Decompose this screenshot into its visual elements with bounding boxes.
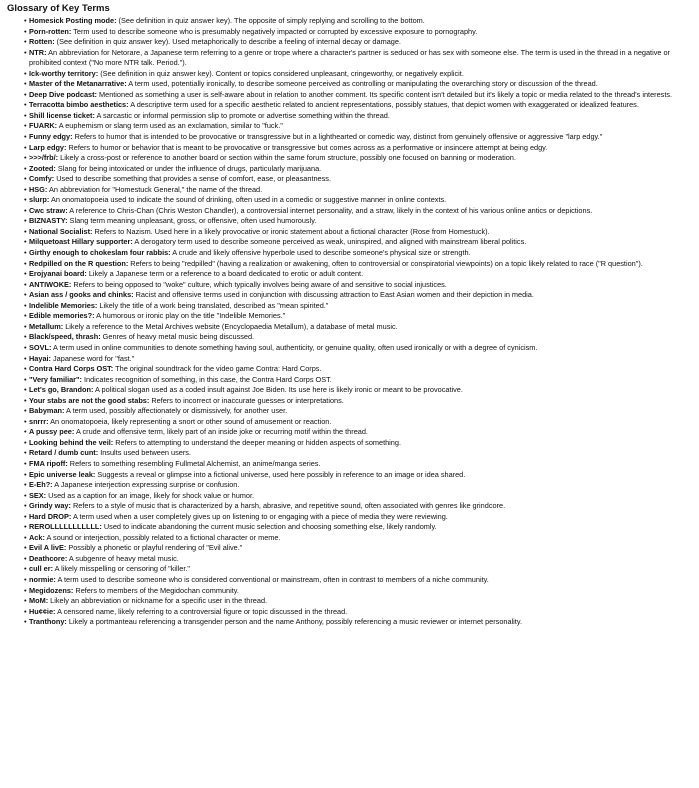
glossary-entry: [29, 90, 693, 101]
glossary-term: Redpilled on the R question:: [29, 258, 129, 268]
glossary-term: Grindy way:: [29, 501, 71, 511]
glossary-term: Hard DROP:: [29, 511, 72, 521]
glossary-entry: [29, 121, 693, 132]
glossary-definition: Racist and offensive terms used in conjunction with discussing attraction to East Asian women and their depiction in media.: [133, 290, 534, 300]
glossary-definition: Refers to being opposed to "woke" culture, which typically involves being aware of and sensitive to social injustices.: [71, 279, 447, 289]
glossary-entry: [29, 206, 693, 217]
glossary-definition: A derogatory term used to describe someone perceived as weak, uninspired, and aligned with mainstream liberal politics.: [132, 237, 527, 247]
glossary-term: Ick-worthy territory:: [29, 68, 99, 78]
glossary-definition: Refers to attempting to understand the deeper meaning or hidden aspects of something.: [113, 437, 401, 447]
glossary-term: normie:: [29, 574, 56, 584]
glossary-term: Cwc straw:: [29, 205, 68, 215]
glossary-term: Hayai:: [29, 353, 51, 363]
glossary-title: Glossary of Key Terms: [7, 3, 110, 14]
glossary-definition: A descriptive term used for a specific aesthetic related to ancient representations, possibly statues, that depict women with exaggerated or idealized features.: [128, 100, 639, 110]
glossary-entry: [29, 427, 693, 438]
glossary-term: >>>/frb/:: [29, 153, 59, 163]
glossary-definition: Indicates recognition of something, in this case, the Contra Hard Corps OST.: [81, 374, 332, 384]
glossary-definition: (See definition in quiz answer key). Content or topics considered unpleasant, cringeworthy, or negatively explicit.: [98, 68, 464, 78]
glossary-definition: An abbreviation for Netorare, a Japanese term referring to a genre or trope where a character's partner is seduced or has sex with someone else. The term is used in the thread in a negative or prohibited context ("No more NTR talk. Period.").: [29, 47, 670, 68]
glossary-entry: [29, 322, 693, 333]
glossary-term: Homesick Posting mode:: [29, 16, 117, 25]
glossary-definition: Possibly a phonetic or playful rendering of "Evil alive.": [66, 543, 243, 553]
glossary-definition: A Japanese interjection expressing surprise or confusion.: [52, 480, 240, 490]
glossary-entry: [29, 79, 693, 90]
glossary-definition: Refers to Nazism. Used here in a likely provocative or ironic statement about a fictional character (Rose from Homestuck).: [92, 226, 490, 236]
glossary-term: Comfy:: [29, 174, 55, 184]
glossary-term: SEX:: [29, 490, 47, 500]
glossary-definition: A sound or interjection, possibly related to a fictional character or meme.: [44, 532, 281, 542]
glossary-term: Epic universe leak:: [29, 469, 96, 479]
glossary-definition: An abbreviation for "Homestuck General," the name of the thread.: [47, 184, 263, 194]
glossary-entry: [29, 248, 693, 259]
glossary-term: Edible memories?:: [29, 311, 95, 321]
glossary-entry: [29, 522, 693, 533]
glossary-term: ANTIWOKE:: [29, 279, 72, 289]
glossary-definition: Refers to incorrect or inaccurate guesses or interpretations.: [149, 395, 344, 405]
glossary-definition: A crude and likely offensive hyperbole used to describe someone's physical size or strength.: [170, 248, 471, 258]
glossary-entry: [29, 364, 693, 375]
glossary-entry: [29, 143, 693, 154]
glossary-term: Your stabs are not the good stabs:: [29, 395, 150, 405]
glossary-definition: Refers to humor or behavior that is meant to be provocative or transgressive but comes across as a performative or insincere attempt at being edgy.: [66, 142, 548, 152]
glossary-definition: A crude and offensive term, likely part of an inside joke or recurring motif within the thread.: [74, 427, 368, 437]
glossary-term: BIZNASTY:: [29, 216, 68, 226]
glossary-definition: A subgenre of heavy metal music.: [67, 553, 179, 563]
glossary-term: MoM:: [29, 596, 49, 606]
glossary-entry: [29, 512, 693, 523]
glossary-entry: [29, 185, 693, 196]
glossary-term: Deathcore:: [29, 553, 68, 563]
glossary-definition: Likely a reference to the Metal Archives website (Encyclopaedia Metallum), a database of metal music.: [63, 321, 398, 331]
glossary-entry: [29, 448, 693, 459]
glossary-term: National Socialist:: [29, 226, 93, 236]
glossary-term: Black/speed, thrash:: [29, 332, 101, 342]
glossary-term: Deep Dive podcast:: [29, 89, 97, 99]
glossary-definition: A term used, potentially ironically, to describe someone perceived as controlling or manipulating the overarching story or discussion of the thread.: [126, 79, 598, 89]
glossary-entry: [29, 48, 693, 69]
glossary-term: Master of the Metanarrative:: [29, 79, 127, 89]
glossary-entry: [29, 37, 693, 48]
glossary-term: Metallum:: [29, 321, 64, 331]
glossary-term: Looking behind the veil:: [29, 437, 114, 447]
glossary-term: Megidozens:: [29, 585, 74, 595]
glossary-entry: [29, 259, 693, 270]
glossary-definition: Likely a cross-post or reference to another board or section within the same forum structure, possibly one focused on banning or moderation.: [58, 153, 516, 163]
glossary-entry: [29, 564, 693, 575]
glossary-entry: [29, 290, 693, 301]
glossary-definition: Slang for being intoxicated or under the influence of drugs, particularly marijuana.: [55, 163, 322, 173]
glossary-entry: [29, 237, 693, 248]
glossary-definition: Refers to humor that is intended to be provocative or transgressive but in a lighthearted or comedic way, distinct from genuinely offensive or aggressive "larp edgy.": [72, 132, 603, 142]
glossary-definition: A political slogan used as a coded insult against Joe Biden. Its use here is likely ironic or meant to be provocative.: [93, 385, 463, 395]
glossary-definition: A term used, possibly affectionately or dismissively, for another user.: [64, 406, 288, 416]
glossary-entry: [29, 227, 693, 238]
glossary-definition: The original soundtrack for the video game Contra: Hard Corps.: [113, 364, 322, 374]
glossary-entry: [29, 501, 693, 512]
glossary-definition: Insults used between users.: [98, 448, 191, 458]
glossary-definition: A term used in online communities to denote something having soul, authenticity, or genuine quality, often used ironically or with a degree of cynicism.: [51, 342, 538, 352]
glossary-definition: Japanese word for "fast.": [50, 353, 135, 363]
glossary-definition: An onomatopoeia used to indicate the sound of drinking, often used in a comedic or suggestive manner in online contexts.: [49, 195, 447, 205]
glossary-list: [7, 16, 693, 628]
glossary-definition: A term used when a user completely gives up on listening to or engaging with a piece of media they were reviewing.: [71, 511, 448, 521]
glossary-entry: [29, 575, 693, 586]
glossary-entry: [29, 132, 693, 143]
glossary-term: Milquetoast Hillary supporter:: [29, 237, 133, 247]
glossary-entry: [29, 16, 693, 27]
glossary-entry: [29, 332, 693, 343]
glossary-entry: [29, 164, 693, 175]
glossary-term: A pussy pee:: [29, 427, 75, 437]
glossary-entry: [29, 153, 693, 164]
glossary-entry: [29, 174, 693, 185]
glossary-entry: [29, 596, 693, 607]
glossary-term: Evil A livE:: [29, 543, 67, 553]
glossary-term: Shill license ticket:: [29, 110, 95, 120]
glossary-definition: A sarcastic or informal permission slip to promote or advertise something within the thread.: [94, 110, 390, 120]
glossary-definition: A likely misspelling or censoring of "killer.": [53, 564, 190, 574]
glossary-definition: Likely an abbreviation or nickname for a specific user in the thread.: [48, 596, 268, 606]
glossary-entry: [29, 586, 693, 597]
glossary-definition: A euphemism or slang term used as an exclamation, similar to "fuck.": [57, 121, 283, 131]
glossary-entry: [29, 554, 693, 565]
glossary-term: SOVL:: [29, 342, 52, 352]
glossary-term: Contra Hard Corps OST:: [29, 364, 114, 374]
glossary-entry: [29, 269, 693, 280]
glossary-definition: Slang term meaning unpleasant, gross, or offensive, often used humorously.: [67, 216, 317, 226]
glossary-entry: [29, 406, 693, 417]
glossary-entry: [29, 27, 693, 38]
glossary-term: Babyman:: [29, 406, 65, 416]
glossary-entry: [29, 470, 693, 481]
glossary-term: E-Eh?:: [29, 480, 53, 490]
glossary-term: Porn-rotten:: [29, 26, 72, 36]
glossary-term: Larp edgy:: [29, 142, 67, 152]
glossary-entry: [29, 216, 693, 227]
glossary-entry: [29, 491, 693, 502]
glossary-definition: Likely a Japanese term or a reference to a board dedicated to erotic or adult content.: [86, 269, 364, 279]
glossary-term: Asian ass / gooks and chinks:: [29, 290, 134, 300]
glossary-definition: (See definition in quiz answer key). The opposite of simply replying and scrolling to the bottom.: [116, 16, 425, 25]
glossary-term: Erojyanai board:: [29, 269, 87, 279]
glossary-definition: Term used to describe someone who is presumably negatively impacted or corrupted by excessive exposure to pornography.: [71, 26, 478, 36]
glossary-entry: [29, 543, 693, 554]
glossary-term: Tranthony:: [29, 617, 67, 627]
glossary-definition: Genres of heavy metal music being discussed.: [100, 332, 255, 342]
glossary-term: Ack:: [29, 532, 45, 542]
glossary-entry: [29, 480, 693, 491]
glossary-term: NTR:: [29, 47, 47, 57]
glossary-entry: [29, 100, 693, 111]
glossary-entry: [29, 311, 693, 322]
glossary-term: REROLLLLLLLLLLL:: [29, 522, 102, 532]
glossary-entry: [29, 111, 693, 122]
glossary-entry: [29, 617, 693, 628]
glossary-definition: Refers to being "redpilled" (having a realization or awakening, often to controversial or conspiratorial viewpoints) on a topic likely related to race ("R question").: [128, 258, 643, 268]
glossary-term: FUARK:: [29, 121, 58, 131]
glossary-definition: Used to describe something that provides a sense of comfort, ease, or pleasantness.: [54, 174, 331, 184]
glossary-term: "Very familiar":: [29, 374, 82, 384]
glossary-term: slurp:: [29, 195, 50, 205]
glossary-definition: Likely the title of a work being translated, described as "mean spirited.": [97, 300, 329, 310]
glossary-entry: [29, 195, 693, 206]
glossary-entry: [29, 607, 693, 618]
glossary-definition: Refers to something resembling Fullmetal Alchemist, an anime/manga series.: [67, 458, 321, 468]
glossary-definition: A humorous or ironic play on the title "Indelible Memories.": [94, 311, 286, 321]
glossary-entry: [29, 533, 693, 544]
glossary-definition: A censored name, likely referring to a controversial figure or topic discussed in the thread.: [55, 606, 348, 616]
glossary-term: Zooted:: [29, 163, 56, 173]
glossary-definition: Likely a portmanteau referencing a transgender person and the name Anthony, possibly referencing a music reviewer or internet personality.: [66, 617, 522, 627]
glossary-entry: [29, 396, 693, 407]
glossary-term: HSG:: [29, 184, 48, 194]
glossary-entry: [29, 354, 693, 365]
glossary-term: Girthy enough to chokeslam four rabbis:: [29, 248, 171, 258]
glossary-definition: Suggests a reveal or glimpse into a fictional universe, used here possibly in reference to an image or idea shared.: [95, 469, 466, 479]
glossary-entry: [29, 375, 693, 386]
glossary-definition: Mentioned as something a user is self-aware about in relation to another comment. Its specific content isn't detailed but it's likely a topic or media related to the thread's interests.: [96, 89, 673, 99]
glossary-definition: An onomatopoeia, likely representing a snort or other sound of amusement or reaction.: [48, 416, 332, 426]
glossary-term: Hu¢¢ie:: [29, 606, 56, 616]
glossary-definition: A reference to Chris-Chan (Chris Weston Chandler), a controversial internet personality, and a straw, likely in the context of his various online antics or depictions.: [67, 205, 593, 215]
glossary-term: Funny edgy:: [29, 132, 73, 142]
glossary-entry: [29, 69, 693, 80]
glossary-term: cull er:: [29, 564, 53, 574]
glossary-entry: [29, 438, 693, 449]
glossary-definition: Used as a caption for an image, likely for shock value or humor.: [46, 490, 255, 500]
glossary-term: Indelible Memories:: [29, 300, 98, 310]
glossary-term: FMA ripoff:: [29, 458, 68, 468]
glossary-entry: [29, 459, 693, 470]
glossary-entry: [29, 280, 693, 291]
glossary-term: snrrr:: [29, 416, 49, 426]
glossary-definition: Refers to members of the Megidochan community.: [73, 585, 239, 595]
glossary-term: Rotten:: [29, 37, 55, 47]
glossary-entry: [29, 385, 693, 396]
glossary-entry: [29, 343, 693, 354]
glossary-definition: Used to indicate abandoning the current music selection and choosing something else, likely randomly.: [101, 522, 437, 532]
glossary-term: Retard / dumb cunt:: [29, 448, 99, 458]
glossary-term: Terracotta bimbo aesthetics:: [29, 100, 129, 110]
glossary-definition: A term used to describe someone who is considered conventional or mainstream, often in contrast to members of a niche community.: [55, 574, 489, 584]
glossary-entry: [29, 417, 693, 428]
glossary-definition: (See definition in quiz answer key). Used metaphorically to describe a feeling of internal decay or damage.: [54, 37, 401, 47]
glossary-term: Let's go, Brandon:: [29, 385, 94, 395]
glossary-entry: [29, 301, 693, 312]
glossary-definition: Refers to a style of music that is characterized by a harsh, abrasive, and repetitive sound, often associated with genres like grindcore.: [70, 501, 506, 511]
